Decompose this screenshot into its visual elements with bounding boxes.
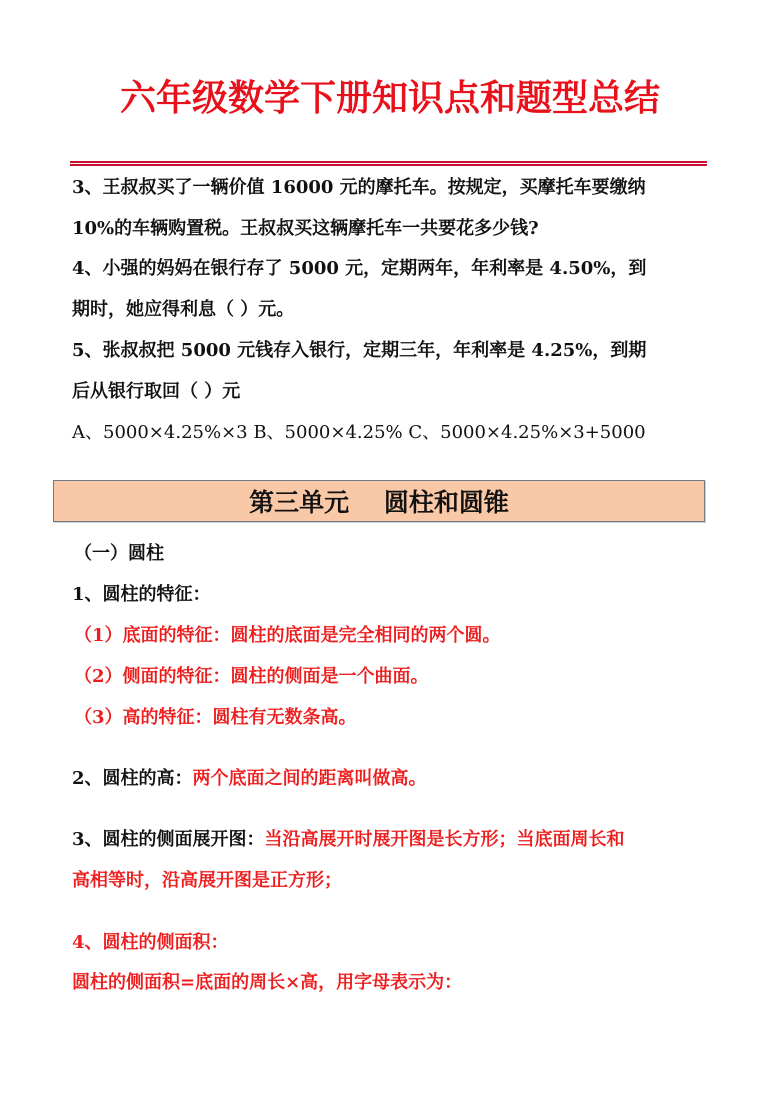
question-5-line-1: 5、张叔叔把 5000 元钱存入银行，定期三年，年利率是 4.25%，到期 [72,340,647,361]
unit-header-box [53,480,705,522]
section-heading: （一）圆柱 [74,543,164,564]
item-2-text: 两个底面之间的距离叫做高。 [192,768,427,789]
item-4-label: 4、圆柱的侧面积： [72,932,229,953]
item-1-label: 1、圆柱的特征： [72,584,211,605]
item-4-formula: 圆柱的侧面积=底面的周长×高，用字母表示为： [72,972,463,993]
item-3-text-2: 高相等时，沿高展开图是正方形； [72,870,342,891]
item-1-sub-3: （3）高的特征：圆柱有无数条高。 [74,707,357,728]
question-5-options: A、5000×4.25%×3 B、5000×4.25% C、5000×4.25%×3+5000 [72,422,646,443]
document-title: 六年级数学下册知识点和题型总结 [119,78,660,119]
question-4-line-2: 期时，她应得利息（ ）元。 [72,299,295,320]
item-3-line-1 [72,828,625,852]
question-3-line-1: 3、王叔叔买了一辆价值 16000 元的摩托车。按规定，买摩托车要缴纳 [72,177,646,198]
question-3-line-2: 10%的车辆购置税。王叔叔买这辆摩托车一共要花多少钱? [72,218,539,239]
question-4-line-1: 4、小强的妈妈在银行存了 5000 元，定期两年，年利率是 4.50%，到 [72,258,647,279]
item-1-sub-2: （2）侧面的特征：圆柱的侧面是一个曲面。 [74,666,429,687]
title-divider [70,161,707,166]
item-3-text-1: 当沿高展开时展开图是长方形；当底面周长和 [264,829,625,850]
item-2-label: 2、圆柱的高： [72,768,193,789]
item-3-label: 3、圆柱的侧面展开图： [72,829,265,850]
item-2 [72,767,427,791]
question-5-line-2: 后从银行取回（ ）元 [72,381,241,402]
unit-title: 第三单元 圆柱和圆锥 [249,488,509,517]
item-1-sub-1: （1）底面的特征：圆柱的底面是完全相同的两个圆。 [74,625,501,646]
